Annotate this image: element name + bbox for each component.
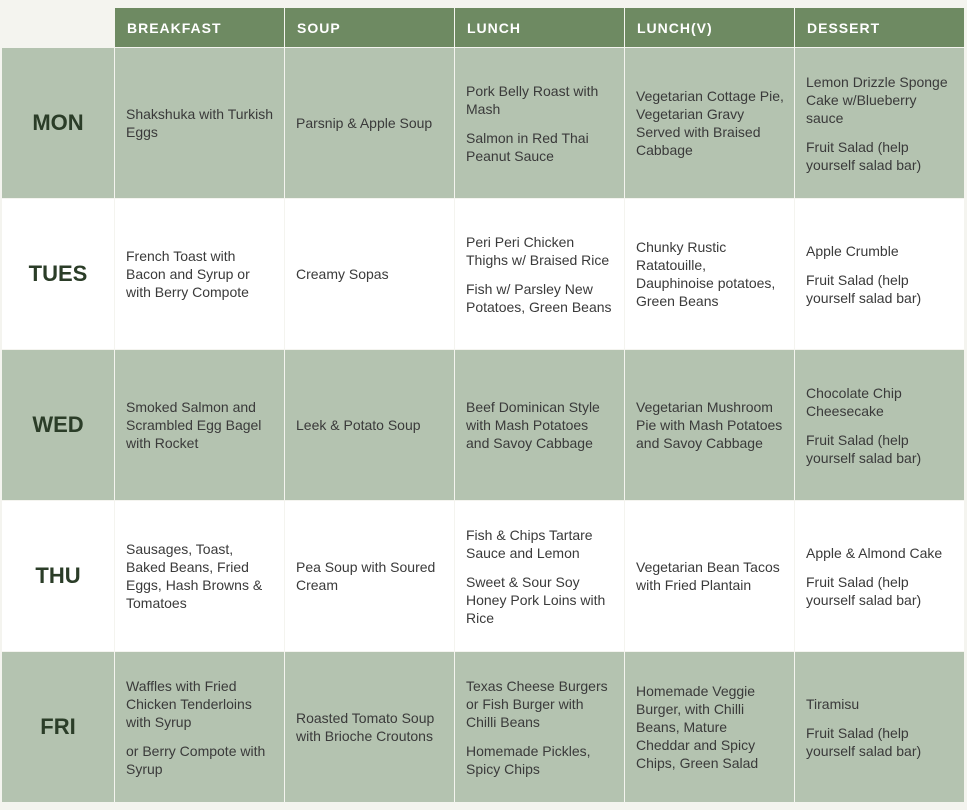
mon-lunch-item-2: Salmon in Red Thai Peanut Sauce bbox=[466, 129, 589, 164]
wed-lunch-v-cell bbox=[625, 350, 794, 500]
tues-dessert-item-1: Apple Crumble bbox=[806, 242, 899, 259]
header-corner bbox=[2, 8, 114, 47]
col-header-lunch-v: LUNCH(V) bbox=[625, 8, 794, 47]
tues-breakfast-item-1: French Toast with Bacon and Syrup or with Berry Compote bbox=[126, 248, 250, 300]
col-header-soup: SOUP bbox=[285, 8, 454, 47]
fri-breakfast-item-1: Waffles with Fried Chicken Tenderloins with Syrup bbox=[126, 677, 252, 730]
day-label-tues: TUES bbox=[2, 199, 114, 349]
tues-soup-cell bbox=[285, 199, 454, 349]
thu-dessert-item-1: Apple & Almond Cake bbox=[806, 544, 943, 561]
day-label-mon: MON bbox=[2, 48, 114, 198]
mon-breakfast-cell bbox=[115, 48, 284, 198]
fri-dessert-item-2: Fruit Salad (help yourself salad bar) bbox=[806, 724, 922, 759]
tues-lunch-v-cell bbox=[625, 199, 794, 349]
wed-lunch-item-1: Beef Dominican Style with Mash Potatoes and Savoy Cabbage bbox=[466, 399, 600, 451]
col-header-lunch: LUNCH bbox=[455, 8, 624, 47]
fri-breakfast-item-2: or Berry Compote with Syrup bbox=[126, 742, 266, 777]
wed-soup-item-1: Leek & Potato Soup bbox=[296, 417, 421, 433]
wed-lunch-cell bbox=[455, 350, 624, 500]
fri-lunch-v-item-1: Homemade Veggie Burger, with Chilli Beans, Mature Cheddar and Spicy Chips, Green Salad bbox=[636, 683, 759, 771]
fri-dessert-cell bbox=[795, 652, 964, 802]
tues-lunch-cell bbox=[455, 199, 624, 349]
thu-breakfast-cell bbox=[115, 501, 284, 651]
col-header-dessert: DESSERT bbox=[795, 8, 964, 47]
wed-dessert-cell bbox=[795, 350, 964, 500]
mon-lunch-item-1: Pork Belly Roast with Mash bbox=[466, 82, 599, 117]
tues-soup-item-1: Creamy Sopas bbox=[296, 266, 389, 282]
thu-lunch-v-cell bbox=[625, 501, 794, 651]
tues-lunch-item-1: Peri Peri Chicken Thighs w/ Braised Rice bbox=[466, 233, 610, 268]
thu-soup-item-1: Pea Soup with Soured Cream bbox=[296, 559, 436, 593]
fri-lunch-v-cell bbox=[625, 652, 794, 802]
tues-lunch-v-item-1: Chunky Rustic Ratatouille, Dauphinoise potatoes, Green Beans bbox=[636, 239, 776, 309]
mon-lunch-cell bbox=[455, 48, 624, 198]
day-label-wed: WED bbox=[2, 350, 114, 500]
thu-lunch-v-item-1: Vegetarian Bean Tacos with Fried Plantain bbox=[636, 559, 780, 593]
mon-lunch-v-item-1: Vegetarian Cottage Pie, Vegetarian Gravy Served with Braised Cabbage bbox=[636, 88, 784, 158]
col-header-breakfast: BREAKFAST bbox=[115, 8, 284, 47]
thu-dessert-item-2: Fruit Salad (help yourself salad bar) bbox=[806, 573, 922, 608]
thu-soup-cell bbox=[285, 501, 454, 651]
fri-lunch-item-1: Texas Cheese Burgers or Fish Burger with Chilli Beans bbox=[466, 677, 608, 730]
tues-lunch-item-2: Fish w/ Parsley New Potatoes, Green Beans bbox=[466, 280, 612, 315]
fri-breakfast-cell bbox=[115, 652, 284, 802]
tues-dessert-item-2: Fruit Salad (help yourself salad bar) bbox=[806, 271, 922, 306]
fri-dessert-item-1: Tiramisu bbox=[806, 695, 860, 712]
wed-soup-cell bbox=[285, 350, 454, 500]
wed-breakfast-cell bbox=[115, 350, 284, 500]
thu-breakfast-item-1: Sausages, Toast, Baked Beans, Fried Eggs, Hash Browns & Tomatoes bbox=[126, 541, 263, 611]
wed-dessert-item-2: Fruit Salad (help yourself salad bar) bbox=[806, 431, 922, 466]
mon-dessert-cell bbox=[795, 48, 964, 198]
thu-lunch-cell bbox=[455, 501, 624, 651]
fri-soup-item-1: Roasted Tomato Soup with Brioche Croutons bbox=[296, 710, 435, 744]
mon-breakfast-item-1: Shakshuka with Turkish Eggs bbox=[126, 106, 274, 140]
day-label-fri: FRI bbox=[2, 652, 114, 802]
wed-lunch-v-item-1: Vegetarian Mushroom Pie with Mash Potatoes and Savoy Cabbage bbox=[636, 399, 783, 451]
wed-dessert-item-1: Chocolate Chip Cheesecake bbox=[806, 384, 902, 419]
mon-soup-item-1: Parsnip & Apple Soup bbox=[296, 115, 433, 131]
thu-dessert-cell bbox=[795, 501, 964, 651]
fri-lunch-cell bbox=[455, 652, 624, 802]
fri-soup-cell bbox=[285, 652, 454, 802]
wed-breakfast-item-1: Smoked Salmon and Scrambled Egg Bagel with Rocket bbox=[126, 399, 262, 451]
tues-breakfast-cell bbox=[115, 199, 284, 349]
day-label-thu: THU bbox=[2, 501, 114, 651]
fri-lunch-item-2: Homemade Pickles, Spicy Chips bbox=[466, 742, 591, 777]
mon-lunch-v-cell bbox=[625, 48, 794, 198]
mon-soup-cell bbox=[285, 48, 454, 198]
thu-lunch-item-2: Sweet & Sour Soy Honey Pork Loins with Rice bbox=[466, 573, 606, 626]
mon-dessert-item-2: Fruit Salad (help yourself salad bar) bbox=[806, 138, 922, 173]
thu-lunch-item-1: Fish & Chips Tartare Sauce and Lemon bbox=[466, 526, 593, 561]
tues-dessert-cell bbox=[795, 199, 964, 349]
mon-dessert-item-1: Lemon Drizzle Sponge Cake w/Blueberry sauce bbox=[806, 73, 948, 126]
